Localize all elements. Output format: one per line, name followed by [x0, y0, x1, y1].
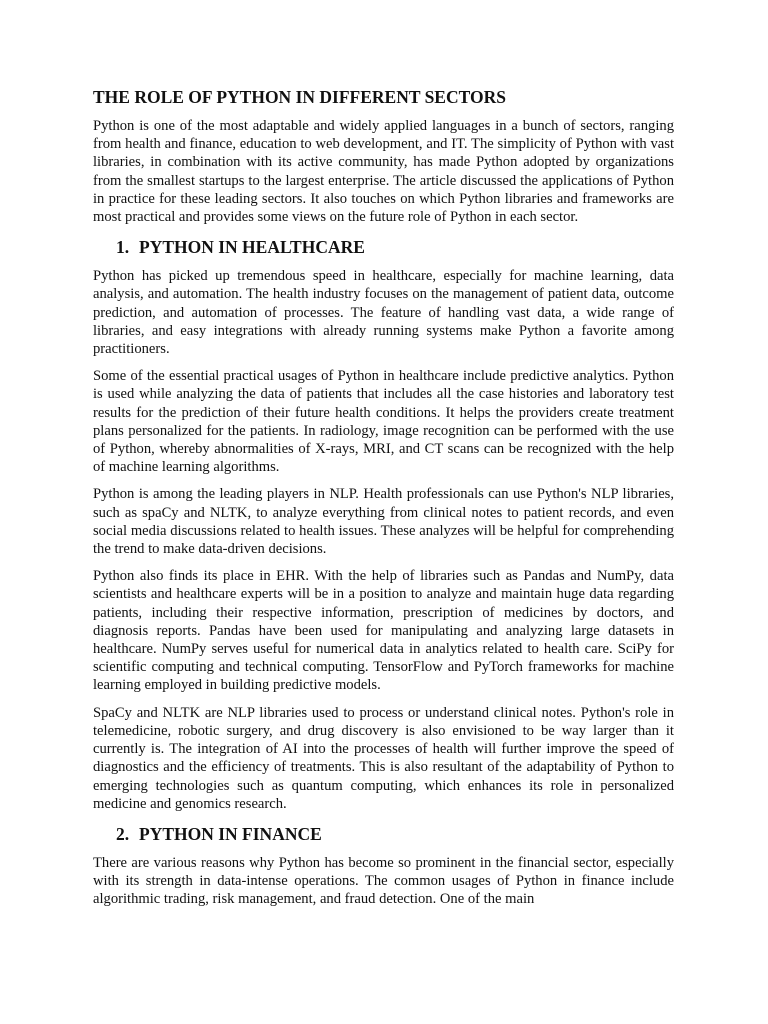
section-number: 2. — [116, 823, 130, 844]
healthcare-paragraph: Python also finds its place in EHR. With the help of libraries such as Pandas and NumPy, data scientists and healthcare experts will be in a position to analyze and maintain huge data regarding patients, including their respective information, prescription of medicines by doctors, and diagnosis reports. Pandas have been used for manipulating and analyzing large datasets in healthcare. NumPy serves useful for numerical data in analytics related to health care. SciPy for scientific computing and technical computing. TensorFlow and PyTorch frameworks for machine learning employed in building predictive models. — [93, 568, 674, 694]
section-title: PYTHON IN FINANCE — [139, 823, 322, 844]
section-heading-healthcare — [93, 236, 674, 258]
healthcare-paragraph: SpaCy and NLTK are NLP libraries used to process or understand clinical notes. Python's role in telemedicine, robotic surgery, and drug discovery is also envisioned to be way larger than it currently is. The integration of AI into the processes of health will further improve the speed of diagnostics and the efficiency of treatments. This is also resultant of the adaptability of Python to emerging technologies such as quantum computing, which enhances its role in personalized medicine and genomics research. — [93, 704, 674, 812]
document-page — [93, 86, 674, 918]
section-title: PYTHON IN HEALTHCARE — [139, 237, 365, 258]
healthcare-paragraph: Python has picked up tremendous speed in healthcare, especially for machine learning, data analysis, and automation. The health industry focuses on the management of patient data, outcome prediction, and automation of processes. The feature of handling vast data, a wide range of libraries, and easy integrations with already running systems make Python a favorite among practitioners. — [93, 268, 674, 358]
healthcare-paragraph: Some of the essential practical usages of Python in healthcare include predictive analytics. Python is used while analyzing the data of patients that includes all the case histories and laboratory test results for the prediction of their future health conditions. It helps the providers create treatment plans personalized for the patients. In radiology, image recognition can be performed with the use of Python, whereby abnormalities of X-rays, MRI, and CT scans can be recognized with the help of machine learning algorithms. — [93, 368, 674, 476]
section-heading-finance — [93, 823, 674, 845]
document-title: THE ROLE OF PYTHON IN DIFFERENT SECTORS — [93, 87, 506, 107]
finance-paragraph: There are various reasons why Python has become so prominent in the financial sector, especially with its strength in data-intense operations. The common usages of Python in finance include algorithmic trading, risk management, and fraud detection. One of the main — [93, 854, 674, 908]
healthcare-paragraph: Python is among the leading players in NLP. Health professionals can use Python's NLP libraries, such as spaCy and NLTK, to analyze everything from clinical notes to patient records, and even social media discussions related to health issues. These analyzes will be helpful for comprehending the trend to make data-driven decisions. — [93, 486, 674, 558]
intro-paragraph: Python is one of the most adaptable and widely applied languages in a bunch of sectors, ranging from health and finance, education to web development, and IT. The simplicity of Python with vast libraries, in combination with its active community, has made Python adopted by organizations from the smallest startups to the largest enterprise. The article discussed the applications of Python in practice for these leading sectors. It also touches on which Python libraries and frameworks are most practical and provides some views on the future role of Python in each sector. — [93, 118, 674, 226]
section-number: 1. — [116, 237, 130, 258]
